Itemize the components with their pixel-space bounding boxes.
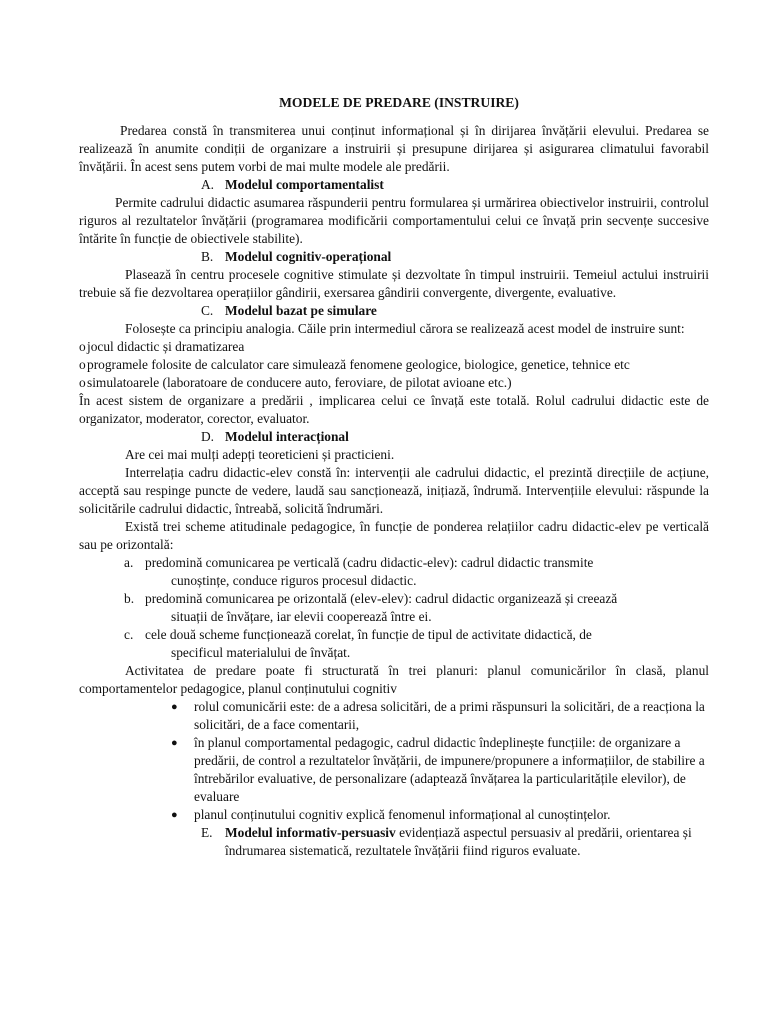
scheme-item (124, 554, 709, 590)
section-a-text: Permite cadrului didactic asumarea răspunderii pentru formularea și urmărirea obiectivelor instruirii, controlul riguros al rezultatelor învățării (programarea modificării comportamentului celui ce învață prin secvențe succesive întărite în funcție de obiectivele stabilite). (79, 195, 709, 246)
scheme-line-2: specificul materialului de învățat. (171, 645, 351, 660)
bullet-icon: ● (171, 809, 178, 821)
section-c-heading (201, 302, 709, 320)
section-d-heading (201, 428, 709, 446)
scheme-text (145, 590, 709, 626)
scheme-item (124, 626, 709, 662)
bullet-icon: ● (171, 737, 178, 749)
plane-text: în planul comportamental pedagogic, cadrul didactic îndeplinește funcțiile: de organizare a predării, de control a rezultatelor învățării, de impunere/propunere a informațiilor, de stabilire a întrebărilor evaluative, de personalizare (adaptează învățarea la particularitățile elevilor), de evaluare (194, 735, 705, 804)
scheme-letter: b. (124, 591, 135, 606)
section-e-letter: E. (201, 825, 213, 840)
scheme-line-1: predomină comunicarea pe verticală (cadru didactic-elev): cadrul didactic transmite (145, 555, 594, 570)
section-d-p1: Are cei mai mulți adepți teoreticieni și practicieni. (125, 447, 395, 462)
section-e-text: evidențiază aspectul persuasiv al predării, orientarea și îndrumarea sistematică, rezultatele învățării fiind riguros evaluate. (225, 825, 692, 858)
section-b-heading (201, 248, 709, 266)
section-d-p3: Există trei scheme atitudinale pedagogice, în funcție de ponderea relațiilor cadru didactic-elev pe verticală sau pe orizontală: (79, 519, 709, 552)
scheme-line-1: cele două scheme funcționează corelat, în funcție de tipul de activitate didactică, de (145, 627, 592, 642)
section-d-title: Modelul interacțional (225, 429, 349, 444)
intro-paragraph: Predarea constă în transmiterea unui conținut informațional și în dirijarea învățării elevului. Predarea se realizează în anumite condiții de organizare a instruirii și presupune dirijarea și asigurarea climatului favorabil învățării. În acest sens putem vorbi de mai multe modele ale predării. (79, 123, 709, 174)
section-d-letter: D. (201, 429, 215, 444)
section-a-heading (201, 176, 709, 194)
section-d-p2: Interrelația cadru didactic-elev constă în: intervenții ale cadrului didactic, el prezintă direcțiile de acțiune, acceptă sau respinge puncte de vedere, laudă sau sancționează, inițiază, îndrumă. Intervențiile elevului: răspunde la solicitările cadrului didactic, întreabă, solicită îndrumări. (79, 465, 709, 516)
list-item-text: jocul didactic și dramatizarea (87, 339, 245, 354)
section-b-title: Modelul cognitiv-operațional (225, 249, 392, 264)
list-item (79, 356, 709, 374)
section-c-text: Folosește ca principiu analogia. Căile prin intermediul cărora se realizează acest model de instruire sunt: (125, 321, 685, 336)
section-d-p4: Activitatea de predare poate fi structurată în trei planuri: planul comunicărilor în clasă, planul comportamentelor pedagogice, planul conținutului cognitiv (79, 663, 709, 696)
section-b-text: Plasează în centru procesele cognitive stimulate și dezvoltate în timpul instruirii. Temeiul actului instruirii trebuie să fie dezvoltarea operațiilor gândirii, exersarea gândirii convergente, divergente, evaluative. (79, 267, 709, 300)
section-e-title: Modelul informativ-persuasiv (225, 825, 396, 840)
section-c-title: Modelul bazat pe simulare (225, 303, 377, 318)
section-c-letter: C. (201, 303, 214, 318)
section-b-letter: B. (201, 249, 214, 264)
plane-text: planul conținutului cognitiv explică fenomenul informațional al cunoștințelor. (194, 807, 611, 822)
plane-text: rolul comunicării este: de a adresa solicitări, de a primi răspunsuri la solicitări, de a reacționa la solicitări, de a face comentarii, (194, 699, 705, 732)
section-e (201, 824, 709, 860)
plane-item (171, 806, 709, 824)
bullet-icon: ● (171, 701, 178, 713)
scheme-letter: a. (124, 555, 134, 570)
scheme-item (124, 590, 709, 626)
scheme-text (145, 554, 709, 590)
scheme-text (145, 626, 709, 662)
document-body (79, 94, 709, 860)
bullet-o: o (79, 339, 86, 354)
page-title: MODELE DE PREDARE (INSTRUIRE) (279, 95, 519, 110)
list-item (79, 374, 709, 392)
scheme-line-2: cunoștințe, conduce riguros procesul didactic. (171, 573, 417, 588)
list-item (79, 338, 709, 356)
section-a-letter: A. (201, 177, 215, 192)
plane-item (171, 698, 709, 734)
list-item-text: simulatoarele (laboratoare de conducere auto, feroviare, de pilotat avioane etc.) (87, 375, 512, 390)
scheme-line-1: predomină comunicarea pe orizontală (elev-elev): cadrul didactic organizează și creează (145, 591, 618, 606)
section-c-after: În acest sistem de organizare a predării , implicarea celui ce învață este totală. Rolul cadrului didactic este de organizator, moderator, corector, evaluator. (79, 393, 709, 426)
section-e-body (225, 824, 709, 860)
bullet-o: o (79, 375, 86, 390)
section-a-title: Modelul comportamentalist (225, 177, 384, 192)
list-item-text: programele folosite de calculator care simulează fenomene geologice, biologice, genetice, tehnice etc (87, 357, 630, 372)
scheme-letter: c. (124, 627, 134, 642)
scheme-line-2: situații de învățare, iar elevii cooperează între ei. (171, 609, 432, 624)
bullet-o: o (79, 357, 86, 372)
plane-item (171, 734, 709, 806)
